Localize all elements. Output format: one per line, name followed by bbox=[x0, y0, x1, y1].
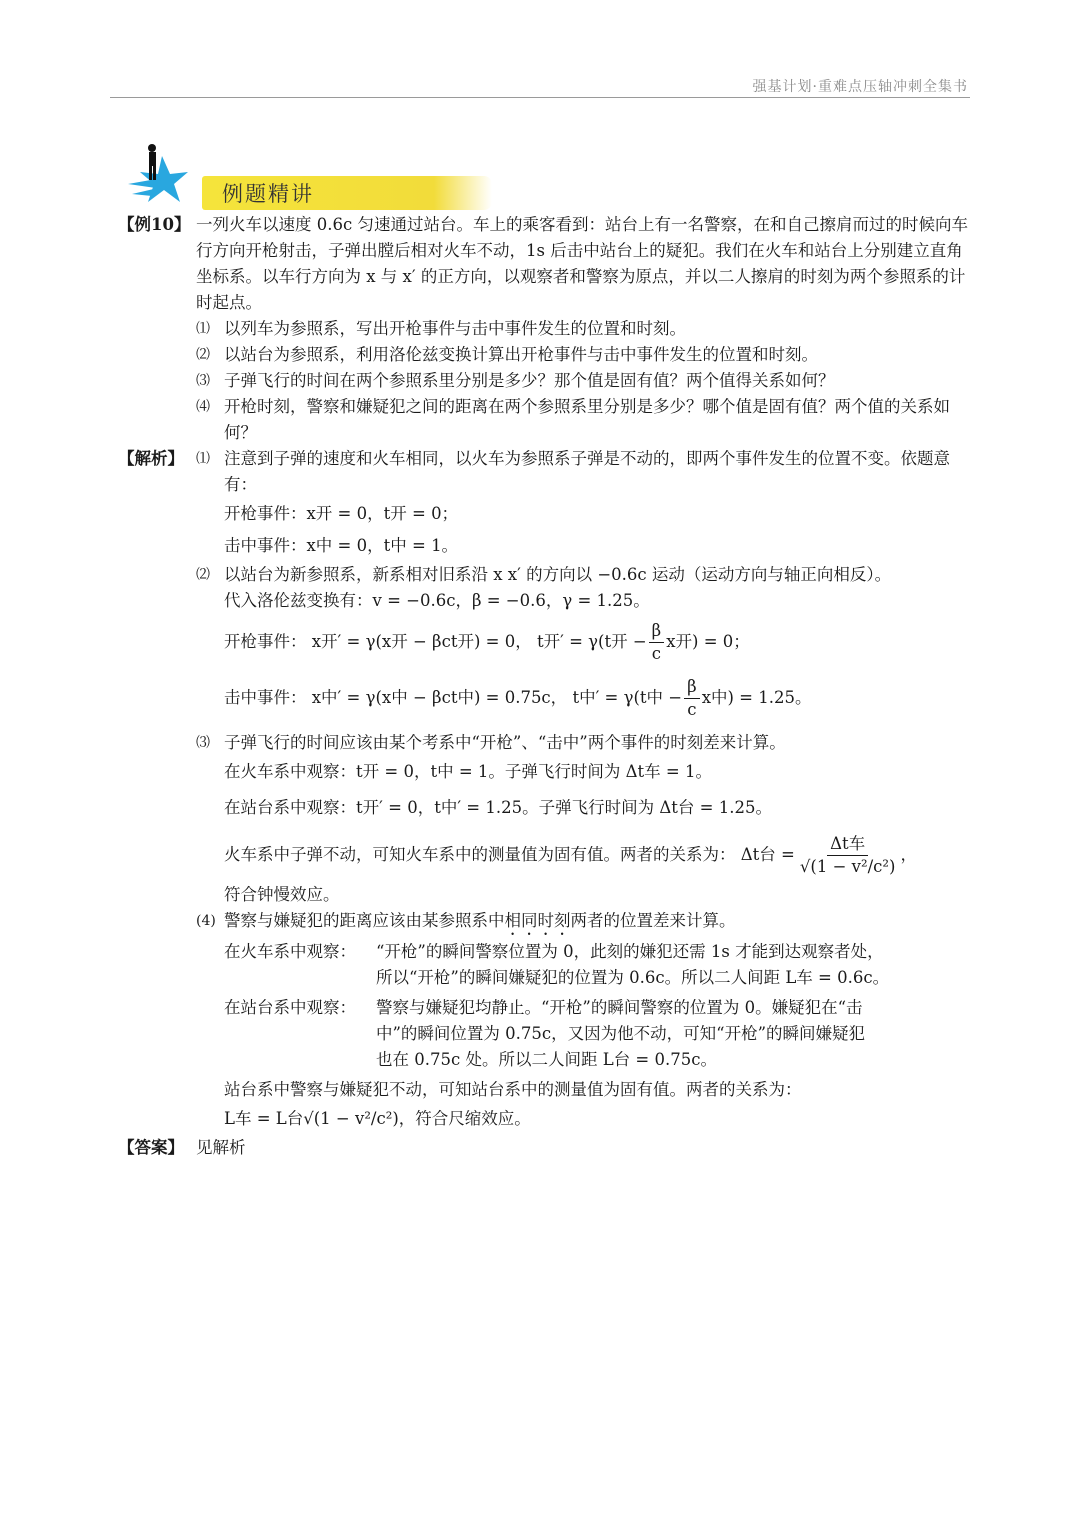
fire-t-formula-pre: t开′ = γ(t开 − bbox=[536, 632, 647, 651]
fire-label: 开枪事件： bbox=[224, 632, 307, 651]
length-contraction-formula: L车 = L台√(1 − v²/c²)，符合尺缩效应。 bbox=[224, 1109, 531, 1128]
solution-tag: 【解析】 bbox=[118, 449, 184, 468]
question-num: ⑷ bbox=[196, 399, 210, 415]
part-text-b: 两者的位置差来计算。 bbox=[570, 911, 736, 930]
question-text: 开枪时刻，警察和嫌疑犯之间的距离在两个参照系里分别是多少？哪个值是固有值？两个值的关系如何？ bbox=[224, 397, 950, 442]
question-num: ⑶ bbox=[196, 373, 210, 389]
emphasis-same-moment: 相同时刻 bbox=[504, 911, 571, 930]
question-num: ⑴ bbox=[196, 321, 210, 337]
train-line-1: “开枪”的瞬间警察位置为 0，此刻的嫌犯还需 1s 才能到达观察者处， bbox=[376, 942, 884, 961]
solution-part-4 bbox=[118, 908, 968, 939]
part-text: 注意到子弹的速度和火车相同，以火车为参照系子弹是不动的，即两个事件发生的位置不变。依题意有： bbox=[224, 449, 950, 494]
relation-end: ， bbox=[900, 845, 917, 864]
fire-event-train: 开枪事件：x开 = 0，t开 = 0； bbox=[224, 504, 459, 523]
train-frame-time: 在火车系中观察：t开 = 0，t中 = 1。子弹飞行时间为 Δt车 = 1。 bbox=[224, 762, 712, 781]
time-dilation-relation bbox=[118, 828, 968, 882]
answer-text: 见解析 bbox=[196, 1138, 246, 1157]
banner-title: 例题精讲 bbox=[222, 182, 314, 206]
fire-t-formula-post: x开) = 0； bbox=[666, 632, 750, 651]
dilation-numerator: Δt车 bbox=[827, 833, 868, 856]
question-text: 以列车为参照系，写出开枪事件与击中事件发生的位置和时刻。 bbox=[224, 319, 686, 338]
train-frame-distance bbox=[118, 939, 968, 991]
hit-x-formula: x中′ = γ(x中 − βct中) = 0.75c， bbox=[311, 688, 568, 707]
question-4 bbox=[118, 394, 968, 446]
hit-event-platform bbox=[118, 670, 968, 726]
train-frame-label: 在火车系中观察： bbox=[224, 942, 356, 961]
main-content bbox=[118, 212, 968, 1163]
relation-lhs: Δt台 = bbox=[740, 845, 795, 864]
length-relation-text: 站台系中警察与嫌疑犯不动，可知站台系中的测量值为固有值。两者的关系为： bbox=[224, 1080, 802, 1099]
hit-label: 击中事件： bbox=[224, 688, 307, 707]
part-text-a: 警察与嫌疑犯的距离应该由某参照系中 bbox=[224, 911, 505, 930]
lorentz-params: 代入洛伦兹变换有：v = −0.6c，β = −0.6，γ = 1.25。 bbox=[224, 591, 650, 610]
example-tag: 【例10】 bbox=[118, 215, 191, 234]
part-text: 子弹飞行的时间应该由某个考系中“开枪”、“击中”两个事件的时刻差来计算。 bbox=[224, 733, 786, 752]
part-num: (4) bbox=[196, 913, 216, 929]
question-text: 子弹飞行的时间在两个参照系里分别是多少？那个值是固有值？两个值得关系如何？ bbox=[224, 371, 835, 390]
c-symbol: c bbox=[687, 699, 697, 719]
question-2 bbox=[118, 342, 968, 368]
beta-over-c bbox=[649, 620, 665, 665]
platform-frame-time: 在站台系中观察：t开′ = 0，t中′ = 1.25。子弹飞行时间为 Δt台 = 1.25。 bbox=[224, 798, 772, 817]
answer-block bbox=[118, 1135, 968, 1163]
part-text: 以站台为新参照系，新系相对旧系沿 x x′ 的方向以 −0.6c 运动（运动方向与轴正向相反）。 bbox=[224, 565, 892, 584]
time-dilation-effect: 符合钟慢效应。 bbox=[224, 885, 340, 904]
header-divider bbox=[110, 97, 970, 98]
beta-symbol: β bbox=[684, 676, 700, 699]
example-block bbox=[118, 212, 968, 316]
dilation-denominator: √(1 − v²/c²) bbox=[799, 856, 896, 876]
example-text: 一列火车以速度 0.6c 匀速通过站台。车上的乘客看到：站台上有一名警察，在和自己擦肩而过的时候向车行方向开枪射击，子弹出膛后相对火车不动，1s 后击中站台上的疑犯。我们在火车和站台上分别建立直角坐标系。以车行方向为 x 与 x′ 的正方向，以观察者和警察为原点，并以二人擦肩的时刻为两个参照系的计时起点。 bbox=[196, 215, 968, 312]
part-num: ⑵ bbox=[196, 567, 210, 583]
platform-line-3: 也在 0.75c 处。所以二人间距 L台 = 0.75c。 bbox=[376, 1050, 717, 1069]
c-symbol: c bbox=[651, 643, 662, 663]
hit-t-formula-pre: t中′ = γ(t中 − bbox=[572, 688, 683, 707]
solution-part-1 bbox=[118, 446, 968, 498]
header-book-title: 强基计划·重难点压轴冲刺全集书 bbox=[752, 79, 968, 95]
hit-t-formula-post: x中) = 1.25。 bbox=[701, 688, 812, 707]
beta-over-c bbox=[684, 676, 700, 721]
solution-block bbox=[118, 446, 968, 498]
train-line-2: 所以“开枪”的瞬间嫌疑犯的位置为 0.6c。所以二人间距 L车 = 0.6c。 bbox=[376, 968, 890, 987]
question-3 bbox=[118, 368, 968, 394]
platform-frame-label: 在站台系中观察： bbox=[224, 998, 356, 1017]
beta-symbol: β bbox=[649, 620, 665, 643]
dilation-fraction bbox=[797, 833, 899, 878]
section-banner bbox=[122, 140, 382, 210]
hit-event-train: 击中事件：x中 = 0，t中 = 1。 bbox=[224, 536, 459, 555]
answer-tag: 【答案】 bbox=[118, 1138, 184, 1157]
platform-line-1: 警察与嫌疑犯均静止。“开枪”的瞬间警察的位置为 0。嫌疑犯在“击 bbox=[376, 998, 863, 1017]
fire-x-formula: x开′ = γ(x开 − βct开) = 0， bbox=[311, 632, 532, 651]
question-text: 以站台为参照系，利用洛伦兹变换计算出开枪事件与击中事件发生的位置和时刻。 bbox=[224, 345, 818, 364]
platform-frame-distance bbox=[118, 995, 968, 1073]
relation-text: 火车系中子弹不动，可知火车系中的测量值为固有值。两者的关系为： bbox=[224, 845, 736, 864]
question-1 bbox=[118, 316, 968, 342]
platform-line-2: 中”的瞬间位置为 0.75c，又因为他不动，可知“开枪”的瞬间嫌疑犯 bbox=[376, 1024, 866, 1043]
part-num: ⑴ bbox=[196, 451, 210, 467]
question-num: ⑵ bbox=[196, 347, 210, 363]
fire-event-platform bbox=[118, 614, 968, 670]
solution-part-2 bbox=[118, 562, 968, 588]
part-num: ⑶ bbox=[196, 735, 210, 751]
solution-part-3 bbox=[118, 730, 968, 756]
